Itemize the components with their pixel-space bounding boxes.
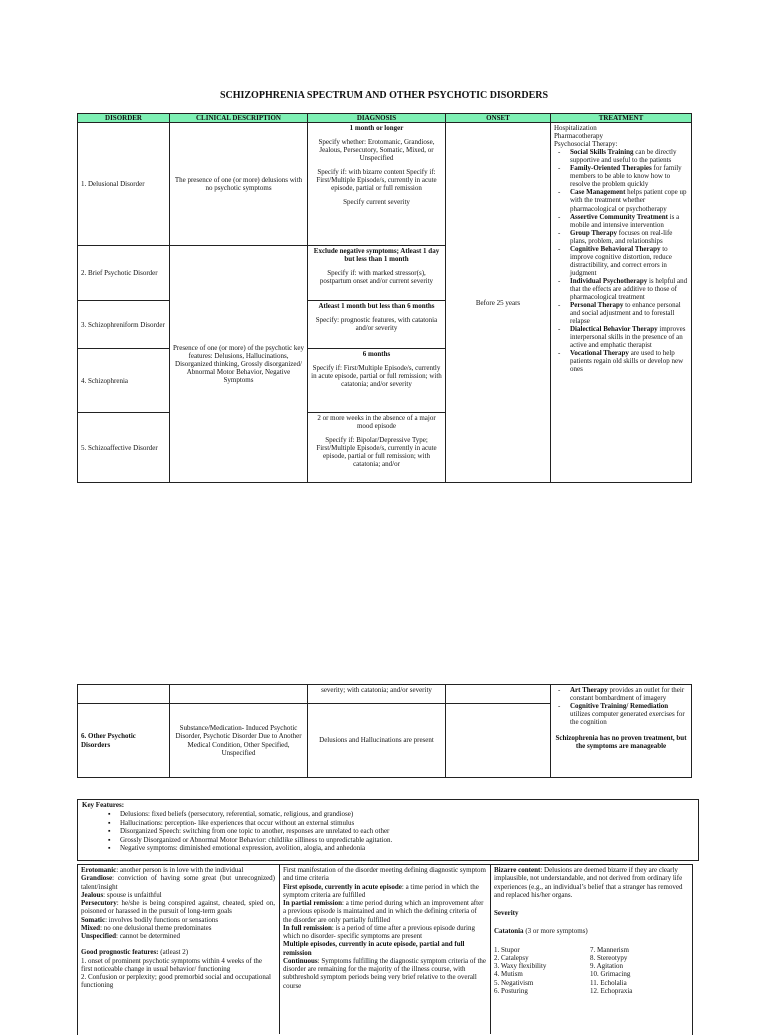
specifiers-column — [494, 866, 688, 995]
diagnosis-duration: 1 month or longer — [349, 124, 404, 133]
diagnosis-cell: severity; with catatonia; and/or severity — [308, 685, 446, 704]
diagnosis-cell — [308, 349, 446, 413]
definition-item: Grandiose: conviction of having some great (but unrecognized) talent/insight — [81, 874, 275, 891]
header-clinical-description: CLINICAL DESCRIPTION — [170, 114, 308, 123]
treatment-item: - Group Therapy focuses on real-life plans, problem, and relationships — [570, 229, 688, 245]
definition-item: Jealous: spouse is unfaithful — [81, 890, 162, 899]
table-row — [78, 123, 692, 246]
good-prognostic-heading: Good prognostic features: (atleast 2) — [81, 948, 189, 957]
table-header-row — [78, 114, 692, 123]
list-item: 1. onset of prominent psychotic symptoms within 4 weeks of the first noticeable change in usual behavior/ functioning — [81, 956, 263, 973]
list-item: 11. Echolalia — [590, 978, 627, 987]
clinical-cell — [170, 685, 308, 704]
definition-item: In full remission: is a period of time after a previous episode during which no disorder- specific symptoms are present — [283, 923, 475, 940]
definition-item: Somatic: involves bodily functions or sensations — [81, 915, 219, 924]
treatment-note: Schizophrenia has no proven treatment, but the symptoms are manageable — [555, 734, 687, 751]
header-diagnosis: DIAGNOSIS — [308, 114, 446, 123]
list-item: 12. Echopraxia — [590, 986, 633, 995]
onset-cell — [446, 685, 551, 704]
list-item: 10. Grimacing — [590, 970, 631, 979]
definition-item: In partial remission: a time period during which an improvement after a previous episode is maintained and in which the defining criteria of the disorder are only partially fulfilled — [283, 899, 484, 924]
diagnosis-cell — [308, 123, 446, 246]
diagnosis-specifier: Specify if: First/Multiple Episode/s, currently in acute episode, partial or full remission; with catatonia; and/or severity — [311, 364, 442, 389]
treatment-intro: Psychosocial Therapy: — [554, 140, 618, 149]
diagnosis-specifier: Specify current severity — [343, 198, 410, 207]
treatment-intro: Hospitalization — [554, 124, 597, 133]
list-item: ▪ Disorganized Speech: switching from one topic to another, responses are unrelated to each other — [120, 827, 694, 835]
treatment-item: - Cognitive Training/ Remediation utilizes computer generated exercises for the cognition — [570, 702, 688, 726]
header-treatment: TREATMENT — [551, 114, 692, 123]
diagnosis-specifier: Specify if: Bipolar/Depressive Type; First/Multiple Episode/s, currently in acute episode, partial or full remission; with catatonia; and/or — [316, 436, 437, 469]
disorder-cell: 3. Schizophreniform Disorder — [78, 301, 170, 349]
treatment-cell — [551, 123, 692, 483]
list-item: ▪ Grossly Disorganized or Abnormal Motor Behavior: childlike silliness to unpredictable agitation. — [120, 836, 694, 844]
table-row — [78, 685, 692, 704]
key-features-box — [77, 799, 699, 861]
disorder-cell: 6. Other Psychotic Disorders — [78, 704, 170, 778]
catatonia-list — [494, 946, 688, 996]
catatonia-heading: Catatonia (3 or more symptoms) — [494, 927, 588, 936]
definition-item: First episode, currently in acute episode: a time period in which the symptom criteria are fulfilled — [283, 882, 479, 899]
key-features-heading: Key Features: — [82, 801, 125, 809]
treatment-item: - Personal Therapy to enhance personal and social adjustment and to forestall relapse — [570, 301, 688, 325]
disorder-cell: 1. Delusional Disorder — [78, 123, 170, 246]
treatment-list — [554, 148, 688, 373]
treatment-item: - Vocational Therapy are used to help patients regain old skills or develop new ones — [570, 349, 688, 373]
list-item: 2. Catalepsy — [494, 953, 529, 962]
header-onset: ONSET — [446, 114, 551, 123]
diagnosis-cell — [308, 246, 446, 301]
treatment-item: - Cognitive Behavioral Therapy to improve cognitive distortion, reduce distractibility, and correct errors in judgment — [570, 245, 688, 277]
diagnosis-cell — [308, 301, 446, 349]
definition-item: Persecutory: he/she is being conspired against, cheated, spied on, poisoned or harassed in the pursuit of long-term goals — [81, 899, 275, 916]
treatment-item: - Social Skills Training can be directly supportive and useful to the patients — [570, 148, 688, 164]
definition-item: Mixed: no one delusional theme predominates — [81, 923, 212, 932]
definition-item: Erotomanic: another person is in love with the individual — [81, 866, 244, 874]
diagnosis-specifier: Specify: prognostic features, with catatonia and/or severity — [315, 316, 438, 333]
clinical-cell: Substance/Medication- Induced Psychotic Disorder, Psychotic Disorder Due to Another Medical Condition, Other Specified, Unspecified — [170, 704, 308, 778]
delusion-types-column — [81, 866, 275, 990]
clinical-cell: The presence of one (or more) delusions with no psychotic symptoms — [170, 123, 308, 246]
disorder-cell: 5. Schizoaffective Disorder — [78, 413, 170, 483]
header-disorder: DISORDER — [78, 114, 170, 123]
treatment-item: - Assertive Community Treatment is a mobile and intensive intervention — [570, 213, 688, 229]
disorders-table — [77, 113, 692, 483]
list-item: 6. Posturing — [494, 986, 528, 995]
treatment-cell — [551, 685, 692, 778]
severity-heading: Severity — [494, 909, 519, 917]
definition-item: Multiple episodes, currently in acute episode, partial and full remission — [283, 940, 465, 957]
disorders-table-continued — [77, 684, 692, 778]
episodes-column — [283, 866, 486, 990]
list-item: ▪ Delusions: fixed beliefs (persecutory, referential, somatic, religious, and grandiose) — [120, 810, 694, 818]
treatment-item: - Case Management helps patient cope up with the treatment whether pharmacological or psychotherapy — [570, 188, 688, 212]
diagnosis-specifier: Specify if: with bizarre content Specify if: First/Multiple Episode/s, currently in acute episode, partial or full remission — [316, 168, 437, 193]
disorder-cell: 2. Brief Psychotic Disorder — [78, 246, 170, 301]
definition-item: Continuous: Symptoms fulfilling the diagnostic symptom criteria of the disorder are remaining for the majority of the illness course, with subthreshold symptom periods being very brief relative to the overall course — [283, 956, 487, 990]
list-item: 1. Stupor — [494, 945, 520, 954]
list-item: 7. Mannerism — [590, 945, 629, 954]
page-title: SCHIZOPHRENIA SPECTRUM AND OTHER PSYCHOTIC DISORDERS — [219, 90, 549, 101]
diagnosis-duration: Exclude negative symptoms; Atleast 1 day but less than 1 month — [313, 247, 440, 264]
treatment-list — [554, 686, 688, 726]
diagnosis-cell: Delusions and Hallucinations are present — [308, 704, 446, 778]
disorder-cell — [78, 685, 170, 704]
list-item: 2. Confusion or perplexity; good premorbid social and occupational functioning — [81, 973, 271, 990]
key-features-list — [82, 810, 694, 852]
list-item: ▪ Negative symptoms: diminished emotional expression, avolition, alogia, and anhedonia — [120, 844, 694, 852]
column-divider — [279, 864, 280, 1034]
diagnosis-specifier: Specify whether: Erotomanic, Grandiose, Jealous, Persecutory, Somatic, Mixed, or Unspecified — [318, 138, 435, 163]
list-item: 3. Waxy flexibility — [494, 962, 547, 970]
onset-cell — [446, 704, 551, 778]
list-item: 9. Agitation — [590, 962, 624, 970]
onset-cell: Before 25 years — [446, 123, 551, 483]
disorder-cell: 4. Schizophrenia — [78, 349, 170, 413]
list-item: 5. Negativism — [494, 978, 534, 987]
treatment-intro: Pharmacotherapy — [554, 132, 603, 141]
definition-item: Unspecified: cannot be determined — [81, 932, 180, 940]
diagnosis-specifier: Specify if: with marked stressor(s), postpartum onset and/or current severity — [319, 269, 434, 286]
diagnosis-duration: 2 or more weeks in the absence of a major mood episode — [317, 414, 436, 431]
treatment-item: - Dialectical Behavior Therapy improves interpersonal skills in the presence of an active and emphatic therapist — [570, 325, 688, 349]
treatment-item: - Individual Psychotherapy is helpful and that the effects are additive to those of pharmacological treatment — [570, 277, 688, 301]
definition-intro: First manifestation of the disorder meeting defining diagnostic symptom and time criteria — [283, 866, 486, 883]
column-divider — [490, 864, 491, 1034]
list-item: 4. Mutism — [494, 970, 523, 979]
diagnosis-cell — [308, 413, 446, 483]
treatment-item: - Art Therapy provides an outlet for their constant bombardment of imagery — [570, 686, 688, 702]
definition-item: Bizarre content: Delusions are deemed bizarre if they are clearly implausible, not understandable, and not derived from ordinary life experiences (e.g., an individual’s belief that a stranger has removed and replaced his/her organs. — [494, 866, 683, 899]
diagnosis-duration: Atleast 1 month but less than 6 months — [318, 302, 435, 311]
treatment-item: - Family-Oriented Therapies for family members to be able to know how to resolve the problem quickly — [570, 164, 688, 188]
diagnosis-duration: 6 months — [362, 350, 391, 359]
clinical-cell: Presence of one (or more) of the psychotic key features: Delusions, Hallucinations, Disorganized thinking, Grossly disorganized/ Abnormal Motor Behavior, Negative Symptoms — [170, 246, 308, 483]
list-item: ▪ Hallucinations: perception- like experiences that occur without an external stimulus — [120, 819, 694, 827]
list-item: 8. Stereotypy — [590, 953, 628, 962]
